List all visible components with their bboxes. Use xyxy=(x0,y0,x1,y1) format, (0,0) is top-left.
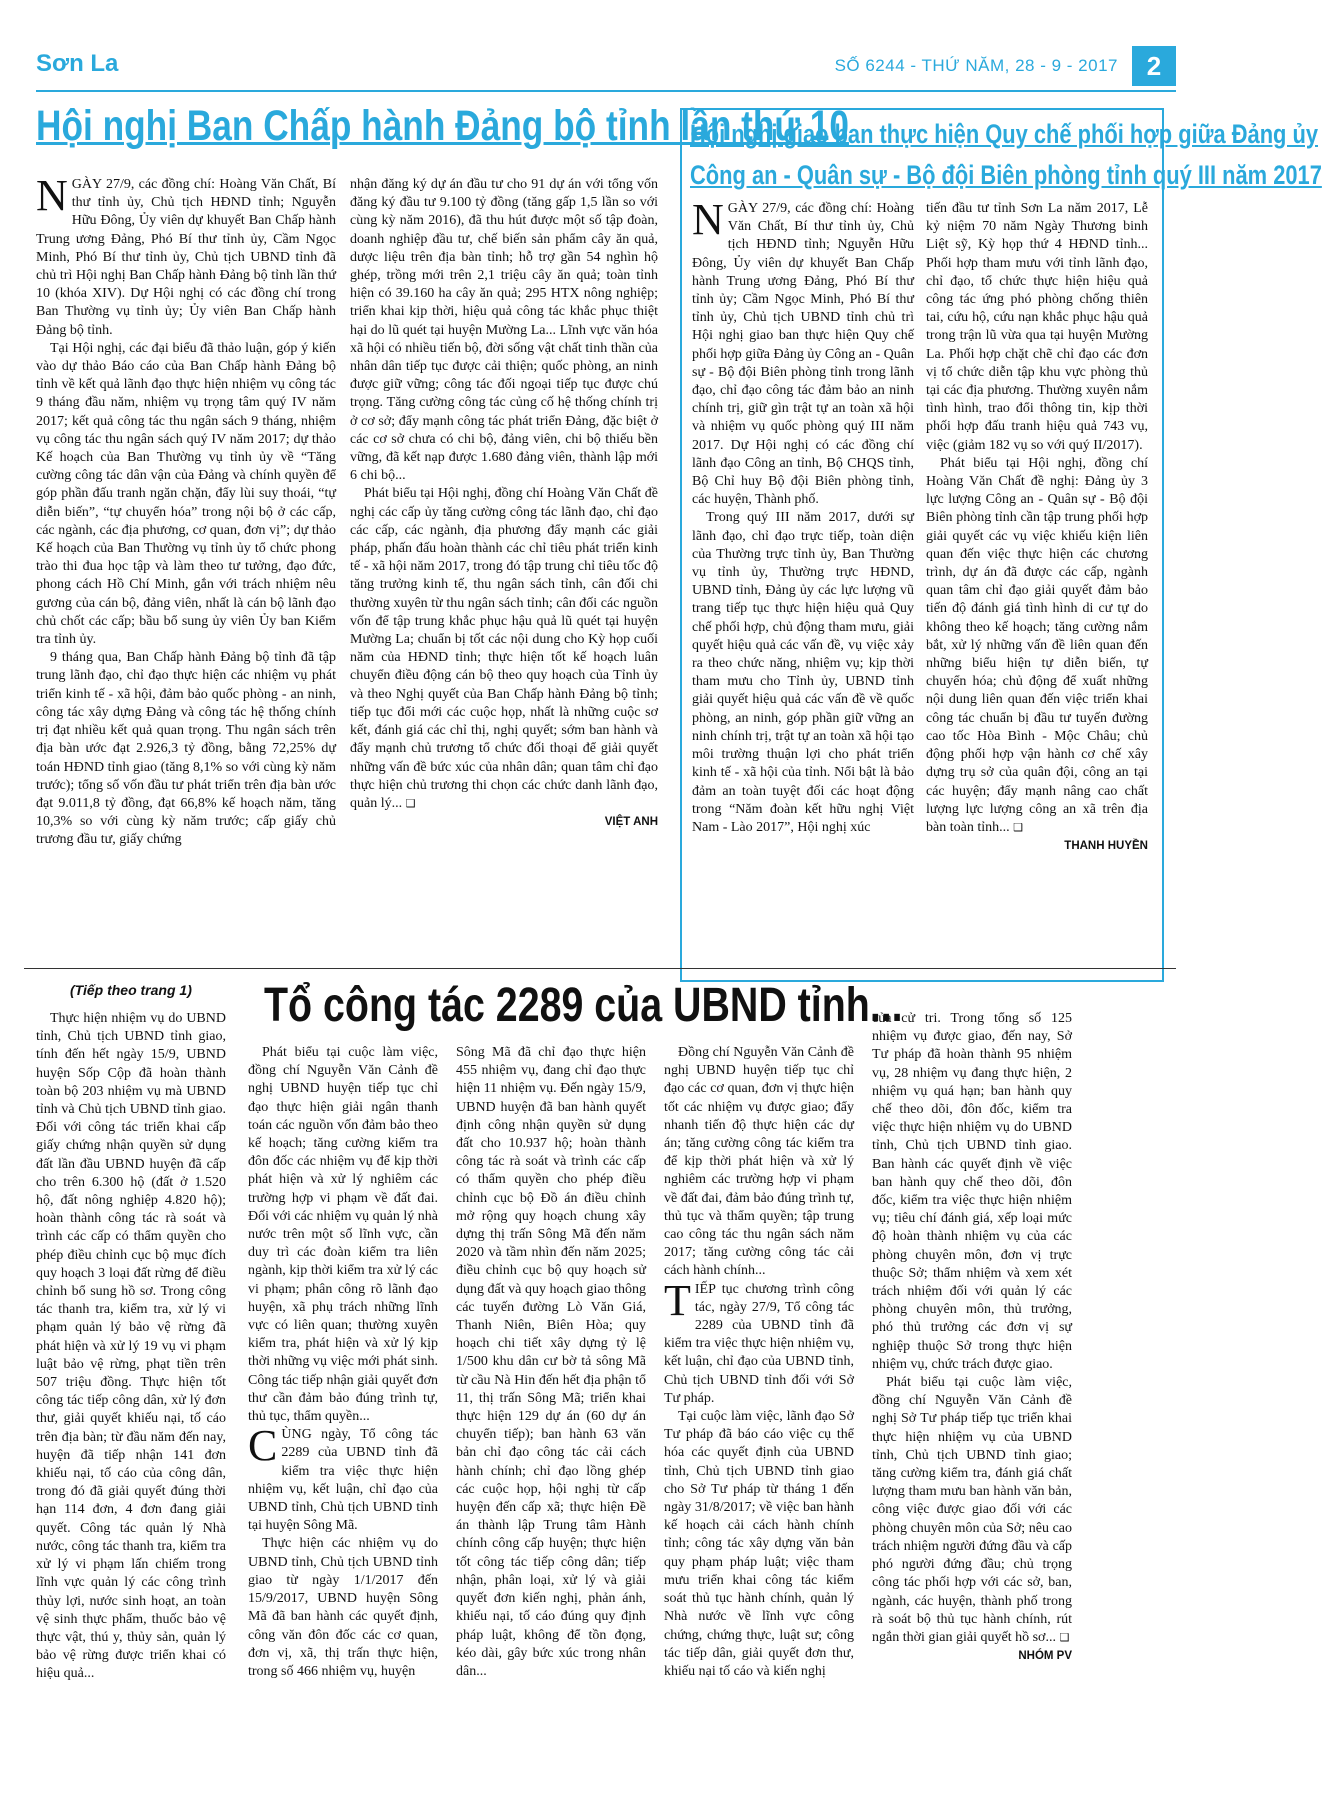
article-a-byline: VIỆT ANH xyxy=(604,816,658,829)
article-c-paragraph: của cử tri. Trong tổng số 125 nhiệm vụ được giao, đến nay, Sở Tư pháp đã hoàn thành 95 nhiệm vụ, 28 nhiệm vụ đang thực hiện, 2 nhiệm vụ quá hạn; ban hành quy chế theo dõi, đôn đốc, kiểm tra việc thực hiện nhiệm vụ do UBND tỉnh, Chủ tịch UBND tỉnh giao. Ban hành các quyết định về việc ban hành quy chế theo dõi, đôn đốc, kiểm tra việc thực hiện nhiệm vụ; tiêu chí đánh giá, xếp loại mức độ hoàn thành nhiệm vụ của các phòng chuyên môn, đơn vị trực thuộc Sở; thẩm nhiệm và xem xét trách nhiệm đối với quản lý các phòng chuyên môn, thủ trưởng, phó thủ trưởng các đơn vị sự nghiệp thuộc Sở trong thực hiện nhiệm vụ, chức trách được giao. xyxy=(872,1011,1072,1372)
article-b-paragraph: NGÀY 27/9, các đồng chí: Hoàng Văn Chất, Bí thư tỉnh ủy, Chủ tịch HĐND tỉnh; Nguyễn Hữu Đông, Ủy viên dự khuyết Ban Chấp hành Trung ương Đảng, Phó Bí thư tỉnh ủy; Cầm Ngọc Minh, Phó Bí thư tỉnh ủy, Chủ tịch UBND tỉnh chủ trì Hội nghị giao ban thực hiện Quy chế phối hợp giữa Đảng ủy Công an - Quân sự - Bộ đội Biên phòng tỉnh trong lãnh đạo, chỉ đạo công tác đảm bảo an ninh chính trị, giữ gìn trật tự an toàn xã hội và nhiệm vụ quốc phòng quý III năm 2017. Dự Hội nghị có các đồng chí lãnh đạo Công an tỉnh, Bộ CHQS tỉnh, Bộ Chỉ huy Bộ đội Biên phòng tỉnh, các huyện, Thành phố. xyxy=(692,195,914,508)
article-b-paragraph: Trong quý III năm 2017, dưới sự lãnh đạo, chỉ đạo trực tiếp, toàn diện của Thường trực tỉnh ủy, Ban Thường vụ tỉnh ủy, Thường trực HĐND, UBND tỉnh, Đảng ủy các lực lượng vũ trang tiếp tục thực hiện hiệu quả Quy chế phối hợp, chủ động tham mưu, giải quyết hiệu quả các vấn đề, vụ việc xảy ra theo chức năng, nhiệm vụ; kịp thời tham mưu cho Tỉnh ủy, UBND tỉnh giải quyết hiệu quả các vấn đề về quốc phòng, an ninh, góp phần giữ vững an ninh chính trị, trật tự an toàn xã hội tạo môi trường thuận lợi cho phát triển kinh tế - xã hội của tỉnh. Nổi bật là bảo đảm an toàn tuyệt đối các hoạt động trong “Năm đoàn kết hữu nghị Việt Nam - Lào 2017”, Hội nghị xúc xyxy=(692,510,914,835)
article-a-column-2 xyxy=(350,176,658,958)
article-c-paragraph: Thực hiện nhiệm vụ do UBND tỉnh, Chủ tịch UBND tỉnh giao, tính đến hết ngày 15/9, UBND huyện Sốp Cộp đã hoàn thành toàn bộ 203 nhiệm vụ mà UBND tỉnh và Chủ tịch UBND tỉnh giao. Đối với công tác triển khai cấp giấy chứng nhận quyền sử dụng đất lần đầu UBND huyện đã cấp cho trên 6.300 hộ (đất ở 1.520 hộ, đất nông nghiệp 4.820 hộ); hoàn thành công tác rà soát và trình các cấp có thẩm quyền cho phép điều chỉnh cục bộ mục đích quy hoạch 3 loại đất rừng để điều chỉnh bổ sung hồ sơ. Trong công tác thanh tra, kiểm tra, xử lý vi phạm quản lý bảo vệ rừng đã phát hiện và xử lý 19 vụ vi phạm luật bảo vệ rừng, phạt tiền trên 507 triệu đồng. Thực hiện tốt công tác tiếp công dân, xử lý đơn thư, giải quyết khiếu nại, tố cáo trên địa bàn; từ đầu năm đến nay, huyện đã tiếp nhận 141 đơn khiếu nại, tố cáo của công dân, trong đó đã giải quyết đúng thời hạn 114 đơn, 4 đơn đang giải quyết. Công tác quản lý Nhà nước, công tác thanh tra, kiểm tra xử lý vi phạm lấn chiếm trong lĩnh vực quản lý các công trình thủy lợi, nước sinh hoạt, an toàn vệ sinh thực phẩm, thuốc bảo vệ thực vật, thú y, thủy sản, quản lý bảo vệ rừng được triển khai có hiệu quả... xyxy=(36,1011,226,1682)
article-a-paragraph: Tại Hội nghị, các đại biểu đã thảo luận, góp ý kiến vào dự thảo Báo cáo của Ban Chấp hành Đảng bộ tỉnh về kết quả lãnh đạo thực hiện nhiệm vụ công tác 9 tháng đầu năm, nhiệm vụ trọng tâm quý IV năm 2017; kết quả công tác thu ngân sách 9 tháng, nhiệm vụ công tác thu ngân sách quý IV năm 2017; dự thảo Kế hoạch của Ban Thường vụ tỉnh ủy về “Tăng cường công tác dân vận của Đảng và chính quyền để góp phần đấu tranh ngăn chặn, đẩy lùi suy thoái, “tự diễn biến”, “tự chuyển hóa” trong nội bộ ở các cấp, các ngành, các địa phương, cơ quan, đơn vị”; dự thảo Kế hoạch của Ban Thường vụ tỉnh ủy tổ chức phong trào thi đua học tập và làm theo tư tưởng, đạo đức, phong cách Hồ Chí Minh, gắn với trách nhiệm nêu gương của cán bộ, đảng viên, nhất là cán bộ lãnh đạo chủ chốt các cấp; bầu bổ sung ủy viên Ủy ban Kiểm tra tỉnh ủy. xyxy=(36,340,336,648)
drop-cap: N xyxy=(36,171,68,220)
drop-cap: C xyxy=(248,1421,278,1471)
article-c-paragraph: Phát biểu tại cuộc làm việc, đồng chí Nguyễn Văn Cảnh đề nghị UBND huyện tiếp tục chỉ đạo thực hiện giải ngân thanh toán các nguồn vốn đảm bảo theo kế hoạch; tăng cường kiểm tra đôn đốc các nhiệm vụ để kịp thời phát hiện và xử lý nghiêm các trường hợp vi phạm về đất đai. Đối với các nhiệm vụ quản lý nhà nước trên một số lĩnh vực, cần duy trì các đoàn kiểm tra liên ngành, kịp thời kiểm tra xử lý các vi phạm; phân công rõ lãnh đạo huyện, xã phụ trách những lĩnh vực có liên quan; thường xuyên kiểm tra, phát hiện và xử lý kịp thời những vụ việc mới phát sinh. Công tác tiếp nhận giải quyết đơn thư cần đảm bảo đúng trình tự, thủ tục, thẩm quyền... xyxy=(248,1045,438,1425)
article-b-title-line: Công an - Quân sự - Bộ đội Biên phòng tỉnh quý III năm 2017 xyxy=(690,160,1322,190)
article-c-paragraph: Đồng chí Nguyễn Văn Cảnh đề nghị UBND huyện tiếp tục chỉ đạo các cơ quan, đơn vị thực hiện tốt các nhiệm vụ được giao; đẩy nhanh tiến độ thực hiện các dự án; tăng cường công tác kiểm tra để kịp thời phát hiện và xử lý nghiêm các trường hợp vi phạm về đất đai, đảm bảo đúng trình tự, thủ tục và thẩm quyền; tập trung cao công tác thu ngân sách năm 2017; tăng cường công tác cải cách hành chính... xyxy=(664,1045,854,1279)
article-c-paragraph: CÙNG ngày, Tổ công tác 2289 của UBND tỉnh đã kiểm tra việc thực hiện nhiệm vụ, kết luận, chỉ đạo của UBND tỉnh, Chủ tịch UBND tỉnh tại huyện Sông Mã. xyxy=(248,1421,438,1534)
section-name: Sơn La xyxy=(36,50,119,77)
article-a-paragraph: Phát biểu tại Hội nghị, đồng chí Hoàng Văn Chất đề nghị các cấp ủy tăng cường công tác lãnh đạo, chỉ đạo các cấp, các ngành, địa phương đẩy mạnh các giải pháp, phấn đấu hoàn thành các chỉ tiêu phát triển kinh tế - xã hội năm 2017, trong đó tập trung chỉ tiêu tốc độ tăng trưởng kinh tế, thu ngân sách tỉnh, cân đối chi thường xuyên từ thu ngân sách tỉnh; cân đối các nguồn vốn để tập trung khắc phục hậu quả lũ quét tại huyện Mường La; chuẩn bị tốt các nội dung cho Kỳ họp cuối năm của HĐND tỉnh; thực hiện tốt kế hoạch luân chuyển điều động cán bộ theo quy hoạch của Tỉnh ủy và theo Nghị quyết của Ban Chấp hành Đảng bộ tỉnh; tiếp tục đổi mới các cuộc họp, nhất là những cuộc sơ kết, đánh giá các chỉ thị, nghị quyết; sớm ban hành và đẩy mạnh chủ trương tổ chức đối thoại để giải quyết những vấn đề bức xúc của nhân dân; quan tâm chỉ đạo thực hiện chủ trương thi chọn các chức danh lãnh đạo, quản lý... ❑ xyxy=(350,486,658,811)
issue-info: SỐ 6244 - THỨ NĂM, 28 - 9 - 2017 xyxy=(834,56,1118,75)
article-c-paragraph: Tại cuộc làm việc, lãnh đạo Sở Tư pháp đã báo cáo việc cụ thể hóa các quyết định của UBND tỉnh, Chủ tịch UBND tỉnh giao cho Sở Tư pháp từ tháng 1 đến ngày 31/8/2017; về việc ban hành kế hoạch cải cách hành chính tỉnh; công tác xây dựng văn bản quy phạm pháp luật; việc tham mưu triển khai công tác kiểm soát thủ tục hành chính, quản lý Nhà nước về lĩnh vực công chứng, chứng thực, luật sư; công tác tiếp dân, giải quyết đơn thư, khiếu nại tố cáo và kiến nghị xyxy=(664,1409,854,1679)
article-a-column-1 xyxy=(36,171,336,952)
article-b-title xyxy=(690,114,1322,196)
article-b-paragraph: Phát biểu tại Hội nghị, đồng chí Hoàng Văn Chất đề nghị: Đảng ủy 3 lực lượng Công an - Quân sự - Bộ đội Biên phòng tỉnh cần tập trung phối hợp giải quyết các vụ việc khiếu kiện liên quan đến việc thực hiện các chương trình, dự án đã được các cấp, ngành quan tâm chỉ đạo giải quyết đảm bảo tiến độ đánh giá tình hình di cư tự do không theo kế hoạch; tăng cường nắm bắt, xử lý những vấn đề liên quan đến những biểu hiện tự diễn biến, tự chuyển hóa; chủ động để xuất những nội dung liên quan đến việc triển khai công tác chuẩn bị đầu tư tuyến đường cao tốc Hòa Bình - Mộc Châu; chủ động phối hợp vận hành cơ chế xây dựng trụ sở của quân đội, công an tại các huyện; đẩy mạnh nâng cao chất lượng lực lượng công an xã trên địa bàn toàn tỉnh... ❑ xyxy=(926,455,1148,835)
article-b-byline: THANH HUYỀN xyxy=(1064,840,1148,853)
end-mark: ❑ xyxy=(1059,1631,1070,1644)
drop-cap: T xyxy=(664,1275,691,1325)
article-c-paragraph: Phát biểu tại cuộc làm việc, đồng chí Nguyễn Văn Cảnh đề nghị Sở Tư pháp tiếp tục triển khai thực hiện nhiệm vụ của UBND tỉnh, Chủ tịch UBND tỉnh giao; tăng cường kiểm tra, đánh giá chất lượng tham mưu ban hành văn bản, công việc được giao đối với các phòng chuyên môn của Sở; nêu cao trách nhiệm người đứng đầu và cấp phó người đứng đầu; chủ trọng công tác phối hợp với các sở, ban, ngành, các huyện, thành phố trong rà soát bộ thủ tục hành chính, rút ngắn thời gian giải quyết hồ sơ... ❑ xyxy=(872,1375,1072,1645)
article-c-column-5 xyxy=(872,1010,1072,1780)
article-c-paragraph: Sông Mã đã chỉ đạo thực hiện 455 nhiệm vụ, đang chỉ đạo thực hiện 11 nhiệm vụ. Đến ngày 15/9, UBND huyện đã ban hành quyết định công nhận quyền sử dụng đất cho 10.937 hộ; hoàn thành công tác rà soát và trình các cấp có thẩm quyền cho phép điều chỉnh cục bộ Đồ án điều chỉnh mở rộng quy hoạch chung xây dựng thị trấn Sông Mã đến năm 2020 và tầm nhìn đến năm 2025; điều chỉnh cục bộ quy hoạch sử dụng đất và quy hoạch giao thông các tuyến đường Lò Văn Giá, Thanh Niên, Biên Hòa; quy hoạch chi tiết xây dựng tỷ lệ 1/500 khu dân cư bờ tả sông Mã từ cầu Nà Hin đến hết địa phận tổ 11, thị trấn Sông Mã; triển khai thực hiện 129 dự án (60 dự án chuyển tiếp); ban hành 63 văn bản chỉ đạo công tác cải cách hành chính; chỉ đạo lồng ghép các cuộc họp, hội nghị từ cấp huyện đến cấp xã; thực hiện Đề án thành lập Trung tâm Hành chính công cấp huyện; thực hiện tốt công tác tiếp công dân; tiếp nhận, phân loại, xử lý và giải quyết đơn kiến nghị, phản ánh, khiếu nại, tố cáo đúng quy định pháp luật, không để tồn đọng, kéo dài, gây bức xúc trong nhân dân... xyxy=(456,1045,647,1679)
article-a-paragraph: nhận đăng ký dự án đầu tư cho 91 dự án với tổng vốn đăng ký đầu tư 9.100 tỷ đồng (tăng gấp 1,5 lần so với cùng kỳ năm 2016), đã thu hút được một số tập đoàn, doanh nghiệp đầu tư, chế biến sản phẩm cây ăn quả, dược liệu trên địa bàn tỉnh; hỗ trợ gần 54 nghìn hộ ghép, trồng mới trên 2,1 triệu cây ăn quả; toàn tỉnh hiện có 39.160 ha cây ăn quả; 295 HTX nông nghiệp; triển khai kịp thời, hiệu quả công tác khắc phục thiệt hại do lũ quét tại huyện Mường La... Lĩnh vực văn hóa xã hội có nhiều tiến bộ, đời sống vật chất tinh thần của nhân dân tiếp tục được cải thiện; quốc phòng, an ninh được giữ vững; công tác đối ngoại tiếp tục được chú trọng. Tăng cường công tác củng cố hệ thống chính trị ở cơ sở; đẩy mạnh công tác phát triển Đảng, đặc biệt ở các cơ sở chưa có chi bộ, đảng viên, chi bộ thiếu bền vững, đã kết nạp được 1.680 đảng viên, thành lập mới 6 chi bộ... xyxy=(350,177,658,484)
article-a-paragraph: 9 tháng qua, Ban Chấp hành Đảng bộ tỉnh đã tập trung lãnh đạo, chỉ đạo thực hiện các nhiệm vụ phát triển kinh tế - xã hội, đảm bảo quốc phòng - an ninh, công tác xây dựng Đảng và công tác hệ thống chính trị đạt nhiều kết quả quan trọng. Thu ngân sách trên địa bàn ước đạt 2.926,3 tỷ đồng, bằng 72,25% dự toán HĐND tỉnh giao (tăng 8,1% so với cùng kỳ năm trước); tổng số vốn đầu tư phát triển trên địa bàn ước đạt 9.011,8 tỷ đồng, đạt 66,8% kế hoạch năm, tăng 10,3% so với cùng kỳ năm trước; cấp giấy chủ trương đầu tư, giấy chứng xyxy=(36,650,336,848)
article-c-column-2 xyxy=(248,1044,438,1774)
section-divider xyxy=(24,968,1176,969)
article-c-column-3 xyxy=(456,1044,646,1774)
article-c-column-4 xyxy=(664,1044,854,1774)
article-c-paragraph: TIẾP tục chương trình công tác, ngày 27/9, Tổ công tác 2289 của UBND tỉnh đã kiểm tra việc thực hiện nhiệm vụ, kết luận, chỉ đạo của UBND tỉnh, Chủ tịch UBND tỉnh đối với Sở Tư pháp. xyxy=(664,1275,854,1406)
article-a-paragraph: NGÀY 27/9, các đồng chí: Hoàng Văn Chất, Bí thư tỉnh ủy, Chủ tịch HĐND tỉnh; Nguyễn Hữu Đông, Ủy viên dự khuyết Ban Chấp hành Trung ương Đảng, Phó Bí thư tỉnh ủy, Cầm Ngọc Minh, Phó Bí thư tỉnh ủy, Chủ tịch UBND tỉnh đã chủ trì Hội nghị Ban Chấp hành Đảng bộ tỉnh lần thứ 10 (khóa XIV). Dự Hội nghị có các đồng chí trong Ban Thường vụ tỉnh ủy; Ủy viên Ban Chấp hành Đảng bộ tỉnh. xyxy=(36,171,336,338)
continued-from-label: (Tiếp theo trang 1) xyxy=(70,982,192,998)
article-c-title: Tổ công tác 2289 của UBND tỉnh... xyxy=(264,979,903,1032)
article-b-title-line: Hội nghị giao ban thực hiện Quy chế phối hợp giữa Đảng ủy xyxy=(690,119,1319,149)
header-rule xyxy=(36,90,1176,92)
page-number: 2 xyxy=(1132,46,1176,86)
article-a-title: Hội nghị Ban Chấp hành Đảng bộ tỉnh lần thứ 10 xyxy=(36,102,849,150)
article-c-column-1 xyxy=(36,1010,226,1770)
end-mark: ❑ xyxy=(405,797,416,810)
article-c-byline: NHÓM PV xyxy=(1018,1650,1072,1663)
article-b-column-2 xyxy=(926,200,1148,968)
article-b-column-1 xyxy=(692,195,914,968)
article-b-paragraph: tiến đầu tư tỉnh Sơn La năm 2017, Lễ kỷ niệm 70 năm Ngày Thương binh Liệt sỹ, Kỳ họp thứ 4 HĐND tỉnh... Phối hợp tham mưu với tỉnh lãnh đạo, chỉ đạo, tổ chức thực hiện hiệu quả công tác ứng phó phòng chống thiên tai, cứu hộ, cứu nạn khắc phục hậu quả trong trận lũ vừa qua tại huyện Mường La. Phối hợp chặt chẽ chỉ đạo các đơn vị tổ chức diễn tập khu vực phòng thủ tại các địa phương. Thường xuyên nắm tình hình, trao đổi thông tin, kịp thời phối hợp đấu tranh hiệu quả 743 vụ, việc (giảm 182 vụ so với quý II/2017). xyxy=(926,201,1148,453)
drop-cap: N xyxy=(692,195,724,244)
end-mark: ❑ xyxy=(1013,821,1023,834)
article-c-paragraph: Thực hiện các nhiệm vụ do UBND tỉnh, Chủ tịch UBND tỉnh giao từ ngày 1/1/2017 đến 15/9/2017, UBND huyện Sông Mã đã ban hành các quyết định, công văn đôn đốc các cơ quan, đơn vị, xã, thị trấn thực hiện, trong số 466 nhiệm vụ, huyện xyxy=(248,1536,438,1679)
